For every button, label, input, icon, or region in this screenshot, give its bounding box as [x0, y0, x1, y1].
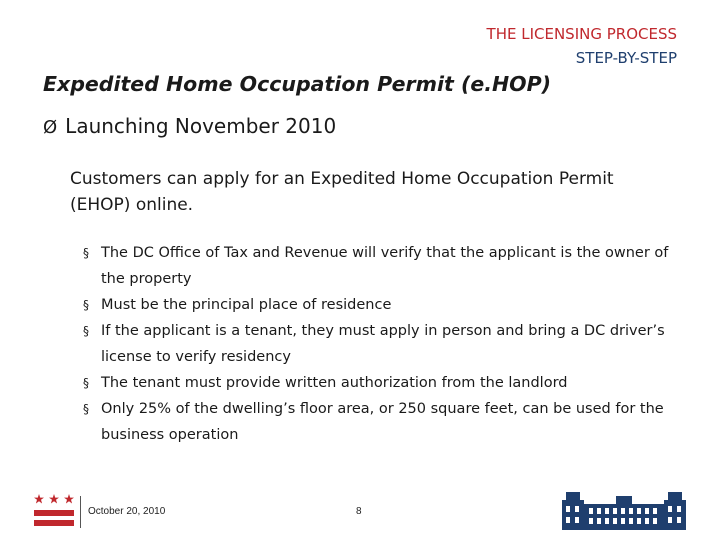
bullet-list — [83, 240, 681, 448]
subheading — [43, 114, 336, 138]
slide-title: Expedited Home Occupation Permit (e.HOP) — [43, 72, 551, 96]
list-item — [83, 292, 681, 318]
subheading-text: Launching November 2010 — [65, 114, 337, 138]
list-item-text: Must be the principal place of residence — [101, 297, 392, 313]
dc-flag-icon — [34, 494, 74, 528]
list-item — [83, 318, 681, 370]
list-item — [83, 240, 681, 292]
footer-divider — [80, 496, 81, 528]
intro-paragraph: Customers can apply for an Expedited Home Occupation Permit (EHOP) online. — [70, 169, 614, 215]
list-item-text: Only 25% of the dwelling’s floor area, or 250 square feet, can be used for the business operation — [101, 401, 664, 443]
bullet-icon: § — [83, 298, 89, 312]
arrow-bullet-icon: Ø — [43, 117, 58, 138]
list-item — [83, 370, 681, 396]
building-icon — [562, 488, 686, 530]
list-item-text: The DC Office of Tax and Revenue will verify that the applicant is the owner of the property — [101, 245, 669, 287]
section-header — [487, 22, 677, 70]
section-header-line2: STEP-BY-STEP — [575, 49, 677, 67]
list-item-text: If the applicant is a tenant, they must apply in person and bring a DC driver’s license to verify residency — [101, 323, 665, 365]
list-item — [83, 396, 681, 448]
section-header-line1: THE LICENSING PROCESS — [486, 25, 677, 43]
bullet-icon: § — [83, 402, 89, 416]
bullet-icon: § — [83, 376, 89, 390]
bullet-icon: § — [83, 246, 89, 260]
footer-date: October 20, 2010 — [88, 506, 166, 517]
list-item-text: The tenant must provide written authorization from the landlord — [101, 375, 568, 391]
bullet-icon: § — [83, 324, 89, 338]
page-number: 8 — [356, 506, 362, 517]
